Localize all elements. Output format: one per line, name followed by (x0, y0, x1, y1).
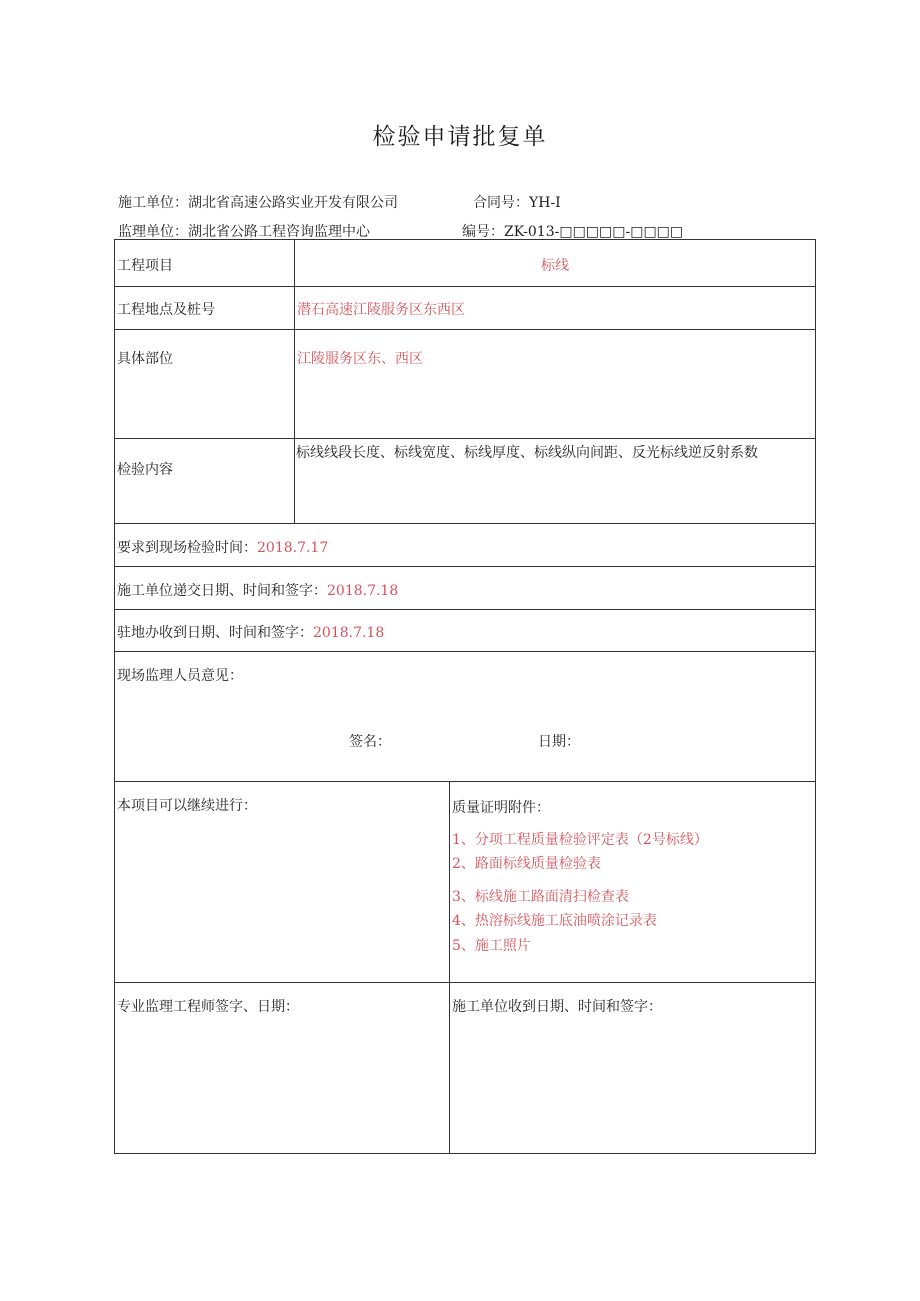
row-divider (115, 651, 815, 652)
contract-label: 合同号： (473, 195, 529, 211)
content-label: 检验内容 (117, 462, 173, 478)
column-divider (449, 781, 450, 1154)
content-value: 标线线段长度、标线宽度、标线厚度、标线纵向间距、反光标线逆反射系数 (296, 445, 758, 461)
supervisor-value: 湖北省公路工程咨询监理中心 (188, 224, 370, 240)
received-value: 2018.7.18 (313, 625, 385, 641)
contractor-received-label: 施工单位收到日期、时间和签字： (452, 999, 662, 1015)
contract-number-line (473, 192, 561, 212)
column-divider (294, 240, 295, 523)
inspect-time-value: 2018.7.17 (257, 540, 329, 556)
supervisor-label: 监理单位： (118, 224, 188, 240)
number-label: 编号： (462, 224, 504, 240)
attachment-item: 4、热溶标线施工底油喷涂记录表 (452, 913, 657, 929)
attachment-item: 3、标线施工路面清扫检查表 (452, 889, 629, 905)
location-label: 工程地点及桩号 (117, 302, 215, 318)
row-divider (115, 329, 815, 330)
date-label: 日期： (538, 734, 580, 750)
row-divider (115, 438, 815, 439)
attachment-item: 5、施工照片 (452, 938, 531, 954)
inspect-time-label: 要求到现场检验时间： (117, 540, 257, 556)
continue-label: 本项目可以继续进行： (117, 798, 257, 814)
contractor-value: 湖北省高速公路实业开发有限公司 (188, 195, 398, 211)
attachments-label: 质量证明附件： (452, 800, 550, 816)
project-label: 工程项目 (117, 258, 173, 274)
row-divider (115, 566, 815, 567)
row-divider (115, 523, 815, 524)
row-divider (115, 609, 815, 610)
row-divider (115, 781, 815, 782)
opinion-label: 现场监理人员意见： (117, 668, 243, 684)
part-label: 具体部位 (117, 351, 173, 367)
row-divider (115, 286, 815, 287)
submit-line (117, 580, 398, 600)
project-value: 标线 (541, 258, 569, 274)
attachment-item: 2、路面标线质量检验表 (452, 856, 601, 872)
supervisor-line (118, 221, 370, 241)
contractor-line (118, 192, 398, 212)
attachment-item: 1、分项工程质量检验评定表（2号标线） (452, 832, 708, 848)
submit-label: 施工单位递交日期、时间和签字： (117, 583, 327, 599)
received-line (117, 622, 384, 642)
number-value: ZK-013-□□□□□-□□□□ (504, 224, 684, 240)
location-value: 潜石高速江陵服务区东西区 (297, 302, 465, 318)
document-title: 检验申请批复单 (372, 124, 548, 150)
serial-number-line (462, 221, 683, 241)
contract-value: YH-I (529, 195, 561, 211)
sign-label: 签名： (349, 734, 391, 750)
contractor-label: 施工单位： (118, 195, 188, 211)
row-divider (115, 982, 815, 983)
part-value: 江陵服务区东、西区 (297, 351, 423, 367)
submit-value: 2018.7.18 (327, 583, 399, 599)
engineer-sign-label: 专业监理工程师签字、日期： (117, 999, 299, 1015)
inspect-time-line (117, 537, 328, 557)
inspection-form-table (114, 239, 816, 1154)
received-label: 驻地办收到日期、时间和签字： (117, 625, 313, 641)
